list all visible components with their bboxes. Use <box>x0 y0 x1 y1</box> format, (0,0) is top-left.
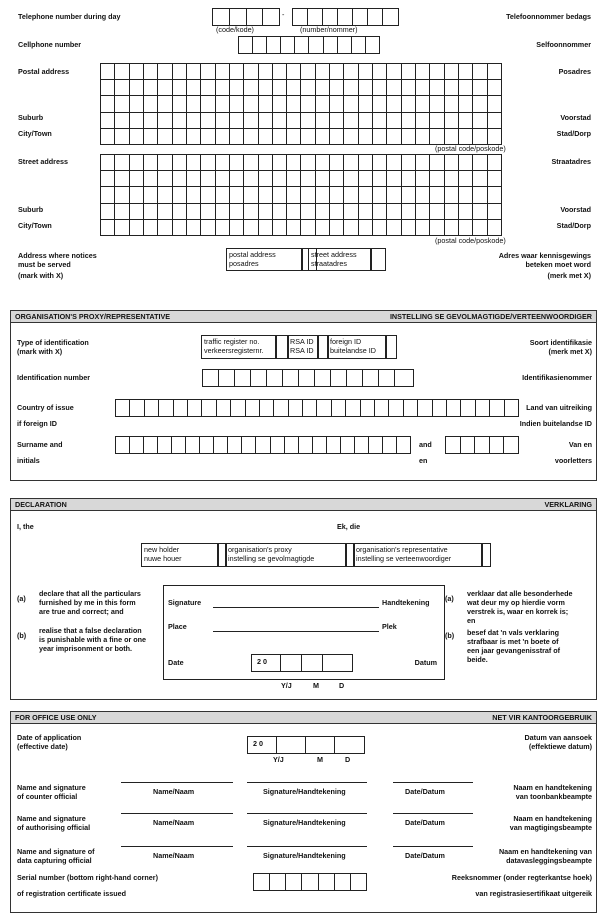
country-boxes[interactable] <box>115 399 519 417</box>
country-label-af-1: Land van uitreiking <box>526 403 592 412</box>
name-caption: Name/Naam <box>153 851 195 860</box>
official-row-label-2: of authorising official <box>17 823 91 832</box>
clause-b-af-line-1: besef dat 'n vals verklaring <box>467 628 559 637</box>
place-label-af: Plek <box>382 622 397 631</box>
doa-century: 2 0 <box>253 739 263 748</box>
signature-caption: Signature/Handtekening <box>263 851 346 860</box>
country-label-1: Country of issue <box>17 403 74 412</box>
serial-label-af-2: van registrasiesertifikaat uitgereik <box>475 889 592 898</box>
clause-a-line-3: are true and correct; and <box>39 607 124 616</box>
doa-label-1: Date of application <box>17 733 82 742</box>
official-row-label-1: Name and signature of <box>17 847 95 856</box>
date-d-label: D <box>339 681 345 690</box>
date-century: 2 0 <box>257 657 267 666</box>
cellphone-label: Cellphone number <box>18 40 82 49</box>
telephone-number-boxes[interactable] <box>292 8 399 26</box>
serial-number-boxes[interactable] <box>253 873 367 891</box>
serial-label-1: Serial number (bottom right-hand corner) <box>17 873 158 882</box>
and-label: and <box>419 440 432 449</box>
name-caption: Name/Naam <box>153 818 195 827</box>
clause-a-line-1: declare that all the particulars <box>39 589 141 598</box>
decl-rep-label-2: instelling se verteenwoordiger <box>356 554 452 563</box>
name-caption: Name/Naam <box>153 787 195 796</box>
signature-caption: Signature/Handtekening <box>263 818 346 827</box>
id-number-label: Identification number <box>17 373 91 382</box>
country-label-af-2: Indien buitelandse ID <box>519 419 592 428</box>
name-line[interactable] <box>121 846 233 847</box>
postal-address-grid[interactable] <box>100 63 502 145</box>
initials-boxes[interactable] <box>445 436 519 454</box>
clause-a-line-2: furnished by me in this form <box>39 598 136 607</box>
clause-b-line-1: realise that a false declaration <box>39 626 142 635</box>
country-label-2: if foreign ID <box>17 419 57 428</box>
signature-line[interactable] <box>247 846 367 847</box>
date-line[interactable] <box>393 782 473 783</box>
street-suburb-label-af: Voorstad <box>560 205 591 214</box>
id-rsa-label-2: RSA ID <box>290 346 314 355</box>
clause-b-af-line-2: strafbaar is met 'n boete of <box>467 637 559 646</box>
notice-label-af-2: beteken moet word <box>525 260 591 269</box>
telephone-code-boxes[interactable] <box>212 8 280 26</box>
street-address-label-af: Straatadres <box>551 157 591 166</box>
official-row-label-1: Name and signature <box>17 783 86 792</box>
notice-postal-label-2: posadres <box>229 259 259 268</box>
notice-street-checkbox[interactable] <box>370 248 386 271</box>
office-header-title: FOR OFFICE USE ONLY <box>15 713 97 722</box>
street-address-grid[interactable] <box>100 154 502 236</box>
clause-a-af-line-4: en <box>467 616 476 625</box>
doa-date-boxes[interactable] <box>247 736 365 754</box>
clause-b-marker-af: (b) <box>445 631 455 640</box>
signature-caption: Signature/Handtekening <box>263 787 346 796</box>
decl-proxy-label-1: organisation's proxy <box>228 545 292 554</box>
notice-street-label-1: street address <box>311 250 357 259</box>
proxy-header-title: ORGANISATION'S PROXY/REPRESENTATIVE <box>15 312 171 321</box>
street-suburb-label: Suburb <box>18 205 44 214</box>
office-section <box>10 711 597 913</box>
surname-label-af-1: Van en <box>568 440 592 449</box>
doa-label-af-1: Datum van aansoek <box>524 733 592 742</box>
clause-a-af-line-1: verklaar dat alle besonderhede <box>467 589 573 598</box>
clause-a-af-line-2: wat deur my op hierdie vorm <box>467 598 565 607</box>
postal-suburb-label-af: Voorstad <box>560 113 591 122</box>
surname-label-2: initials <box>17 456 40 465</box>
id-type-label-2: (mark with X) <box>17 347 63 356</box>
official-row-label-af-1: Naam en handtekening <box>513 783 592 792</box>
date-line[interactable] <box>393 813 473 814</box>
postal-address-label-af: Posadres <box>558 67 591 76</box>
official-row-label-af-2: van toonbankbeampte <box>515 792 592 801</box>
doa-label-af-2: (effektiewe datum) <box>528 742 592 751</box>
id-traffic-label-2: verkeersregisternr. <box>204 346 264 355</box>
id-number-boxes[interactable] <box>202 369 414 387</box>
id-type-label-af-1: Soort identifikasie <box>529 338 592 347</box>
decl-proxy-label-2: instelling se gevolmagtigde <box>228 554 315 563</box>
date-caption: Date/Datum <box>405 787 445 796</box>
proxy-section <box>10 310 597 481</box>
name-line[interactable] <box>121 782 233 783</box>
decl-holder-label-2: nuwe houer <box>144 554 182 563</box>
id-foreign-label-2: buitelandse ID <box>330 346 376 355</box>
id-foreign-label-1: foreign ID <box>330 337 362 346</box>
telephone-label: Telephone number during day <box>18 12 121 21</box>
official-row-label-2: data capturing official <box>17 856 92 865</box>
place-label: Place <box>168 622 187 631</box>
official-row-label-af-2: datavasleggingsbeampte <box>506 856 592 865</box>
serial-label-2: of registration certificate issued <box>17 889 127 898</box>
declaration-header <box>11 499 596 511</box>
notice-label-af-1: Adres waar kennisgewings <box>498 251 591 260</box>
and-label-af: en <box>419 456 428 465</box>
postal-address-label: Postal address <box>18 67 70 76</box>
date-y-label: Y/J <box>281 681 292 690</box>
cellphone-boxes[interactable] <box>238 36 380 54</box>
notice-label-1: Address where notices <box>18 251 97 260</box>
date-label-af: Datum <box>414 658 437 667</box>
signature-line[interactable] <box>247 813 367 814</box>
declaration-header-title: DECLARATION <box>15 500 67 509</box>
name-line[interactable] <box>121 813 233 814</box>
official-row-label-af-1: Naam en handtekening <box>513 814 592 823</box>
id-type-label-1: Type of identification <box>17 338 89 347</box>
i-the-label: I, the <box>17 522 34 531</box>
declaration-header-title-af: VERKLARING <box>544 500 592 509</box>
surname-label-1: Surname and <box>17 440 63 449</box>
postal-suburb-label: Suburb <box>18 113 44 122</box>
clause-b-af-line-3: een jaar gevangenisstraf of <box>467 646 561 655</box>
doa-d-label: D <box>345 755 351 764</box>
clause-b-line-3: year imprisonment or both. <box>39 644 133 653</box>
clause-b-line-2: is punishable with a fine or one <box>39 635 147 644</box>
id-type-label-af-2: (merk met X) <box>548 347 592 356</box>
surname-label-af-2: voorletters <box>554 456 592 465</box>
clause-a-marker-af: (a) <box>445 594 454 603</box>
official-row-label-1: Name and signature <box>17 814 86 823</box>
notice-label-af-3: (merk met X) <box>547 271 591 280</box>
number-label: (number/nommer) <box>300 25 358 34</box>
date-label: Date <box>168 658 184 667</box>
date-caption: Date/Datum <box>405 818 445 827</box>
surname-boxes[interactable] <box>115 436 411 454</box>
place-line[interactable] <box>213 631 379 632</box>
clause-b-marker: (b) <box>17 631 27 640</box>
clause-b-af-line-4: beide. <box>467 655 488 664</box>
street-address-label: Street address <box>18 157 68 166</box>
date-m-label: M <box>313 681 319 690</box>
clause-a-marker: (a) <box>17 594 26 603</box>
doa-m-label: M <box>317 755 323 764</box>
postal-city-label-af: Stad/Dorp <box>556 129 591 138</box>
official-row-label-af-2: van magtigingsbeampte <box>509 823 592 832</box>
notice-postal-label-1: postal address <box>229 250 276 259</box>
doa-y-label: Y/J <box>273 755 284 764</box>
street-city-label: City/Town <box>18 221 52 230</box>
ek-die-label: Ek, die <box>337 522 361 531</box>
decl-holder-label-1: new holder <box>144 545 180 554</box>
postal-city-label: City/Town <box>18 129 52 138</box>
code-label: (code/kode) <box>216 25 254 34</box>
date-line[interactable] <box>393 846 473 847</box>
proxy-header-title-af: INSTELLING SE GEVOLMAGTIGDE/VERTEENWOORDIGER <box>389 312 592 321</box>
id-traffic-label-1: traffic register no. <box>204 337 260 346</box>
id-foreign-checkbox[interactable] <box>385 335 397 359</box>
id-number-label-af: Identifikasienommer <box>522 373 592 382</box>
signature-label: Signature <box>168 598 202 607</box>
official-row-label-af-1: Naam en handtekening van <box>498 847 592 856</box>
notice-label-2: must be served <box>18 260 71 269</box>
signature-label-af: Handtekening <box>382 598 430 607</box>
notice-label-3: (mark with X) <box>18 271 64 280</box>
telephone-dash: - <box>282 10 285 19</box>
decl-rep-checkbox[interactable] <box>481 543 491 567</box>
decl-rep-label-1: organisation's representative <box>356 545 448 554</box>
street-city-label-af: Stad/Dorp <box>556 221 591 230</box>
id-rsa-label-1: RSA ID <box>290 337 314 346</box>
serial-label-af-1: Reeksnommer (onder regterkantse hoek) <box>451 873 592 882</box>
postal-code-label: (postal code/poskode) <box>435 144 506 153</box>
telephone-label-af: Telefoonnommer bedags <box>506 12 591 21</box>
declaration-section <box>10 498 597 700</box>
signature-line[interactable] <box>247 782 367 783</box>
notice-street-label-2: straatadres <box>311 259 347 268</box>
signature-line[interactable] <box>213 607 379 608</box>
doa-label-2: (effective date) <box>17 742 68 751</box>
clause-a-af-line-3: verstrek is, waar en korrek is; <box>467 607 569 616</box>
official-row-label-2: of counter official <box>17 792 78 801</box>
office-header-title-af: NET VIR KANTOORGEBRUIK <box>492 713 592 722</box>
cellphone-label-af: Selfoonnommer <box>536 40 591 49</box>
date-caption: Date/Datum <box>405 851 445 860</box>
street-code-label: (postal code/poskode) <box>435 236 506 245</box>
